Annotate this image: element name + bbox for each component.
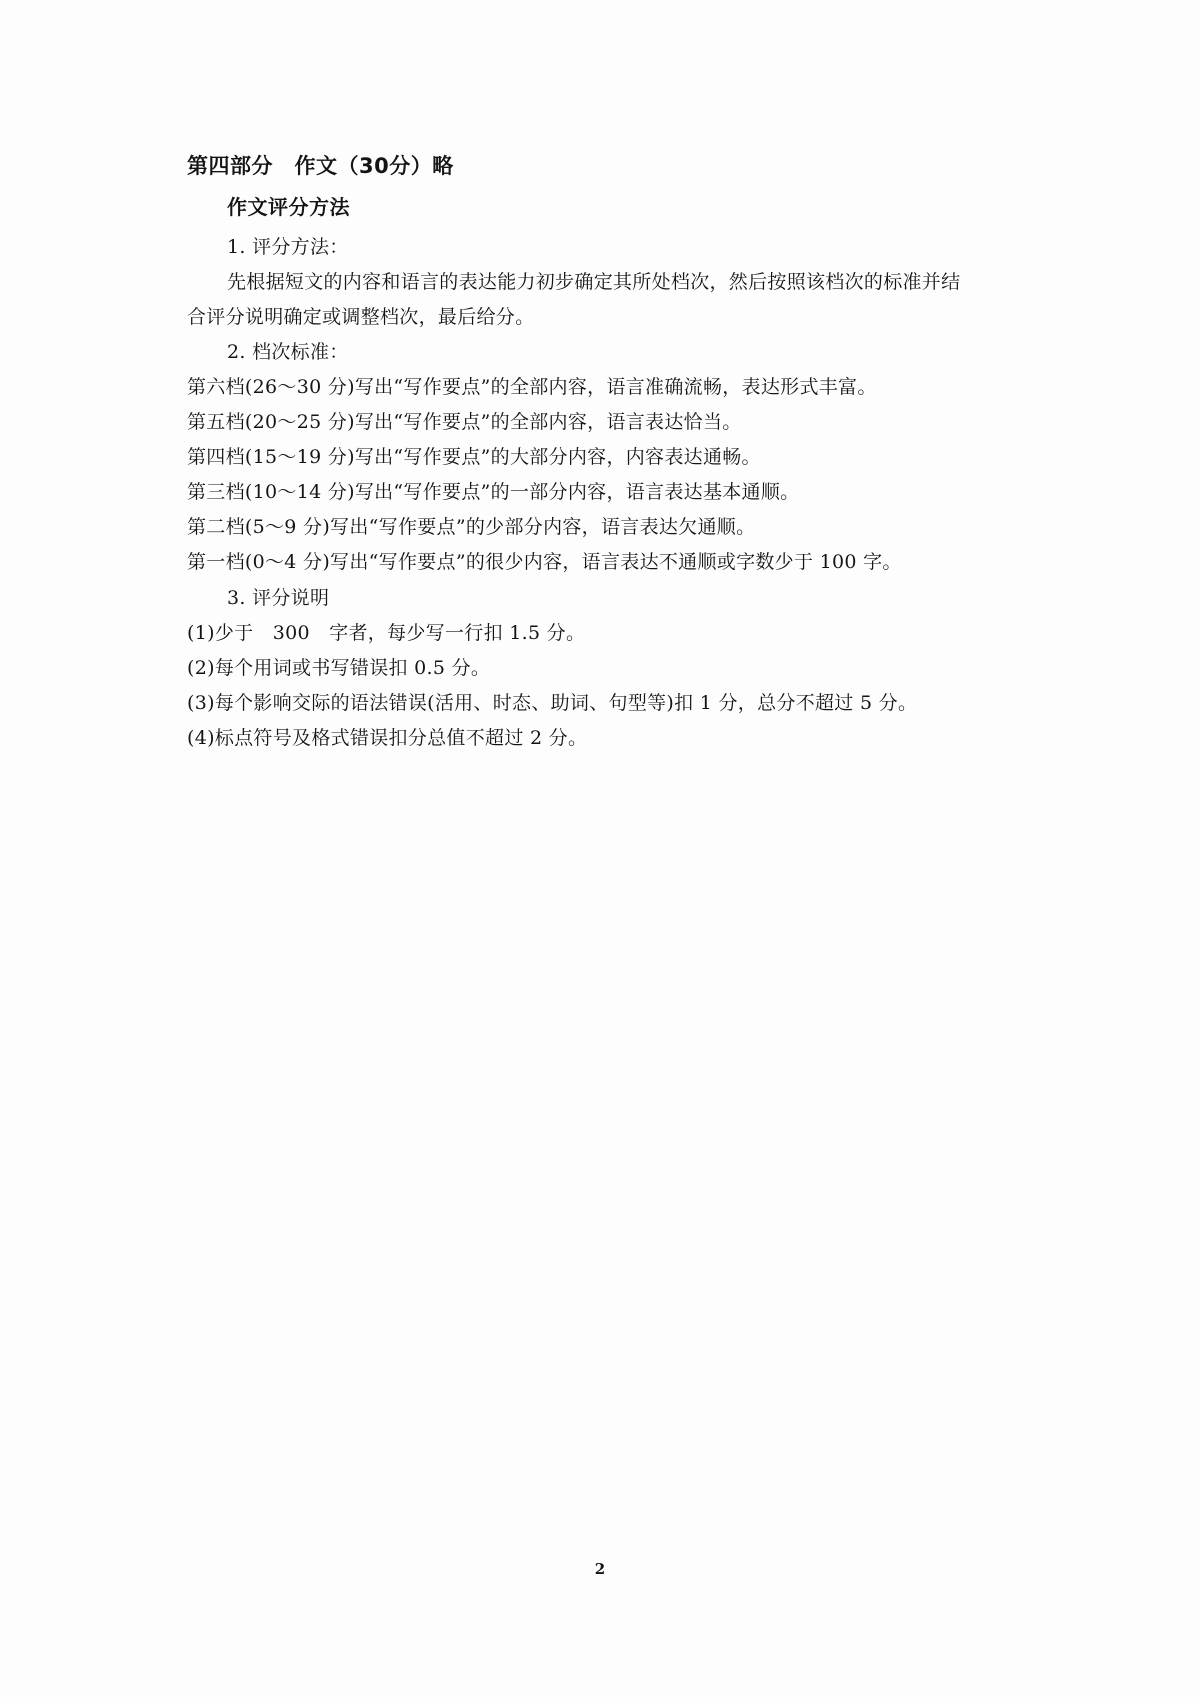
note-item-4: (4)标点符号及格式错误扣分总值不超过 2 分。: [187, 727, 588, 749]
notes-heading: 3. 评分说明: [227, 587, 330, 609]
note-item-2: (2)每个用词或书写错误扣 0.5 分。: [187, 657, 491, 679]
method-text-line-1: 先根据短文的内容和语言的表达能力初步确定其所处档次，然后按照该档次的标准并结: [227, 271, 961, 293]
note-item-3: (3)每个影响交际的语法错误(活用、时态、助词、句型等)扣 1 分，总分不超过 5 分。: [187, 692, 918, 714]
grade-level-5: 第五档(20～25 分)写出“写作要点”的全部内容，语言表达恰当。: [187, 411, 742, 433]
section-title: 第四部分 作文（30分）略: [187, 154, 454, 178]
grade-level-4: 第四档(15～19 分)写出“写作要点”的大部分内容，内容表达通畅。: [187, 446, 761, 468]
method-heading: 1. 评分方法：: [227, 236, 349, 258]
grade-level-6: 第六档(26～30 分)写出“写作要点”的全部内容，语言准确流畅，表达形式丰富。: [187, 376, 877, 398]
grade-level-1: 第一档(0～4 分)写出“写作要点”的很少内容，语言表达不通顺或字数少于 100 字。: [187, 551, 902, 573]
grades-heading: 2. 档次标准：: [227, 341, 349, 363]
grade-level-2: 第二档(5～9 分)写出“写作要点”的少部分内容，语言表达欠通顺。: [187, 516, 756, 538]
page-number: 2: [594, 1560, 606, 1578]
grade-level-3: 第三档(10～14 分)写出“写作要点”的一部分内容，语言表达基本通顺。: [187, 481, 800, 503]
method-text-line-2: 合评分说明确定或调整档次，最后给分。: [187, 306, 535, 328]
note-item-1: (1)少于 300 字者，每少写一行扣 1.5 分。: [187, 622, 586, 644]
scoring-method-title: 作文评分方法: [227, 195, 350, 219]
